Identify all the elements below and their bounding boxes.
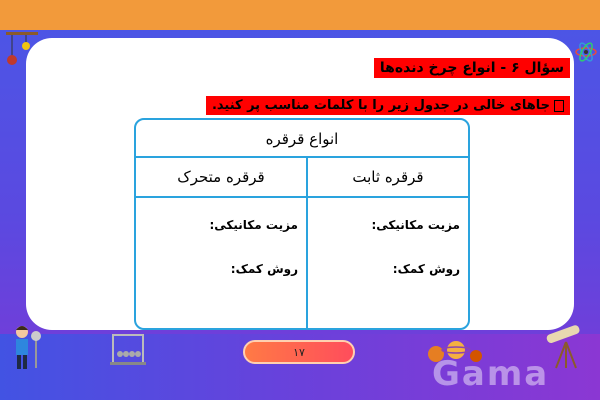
- checkbox-icon: [554, 100, 564, 112]
- instruction-label: جاهای خالی در جدول زیر را با کلمات مناسب پر کنید.: [211, 98, 550, 113]
- telescope-icon: [542, 322, 592, 372]
- page-number: ۱۷: [293, 345, 305, 359]
- moving-help-label: روش کمک:: [230, 262, 298, 276]
- newtons-cradle-icon: [108, 332, 148, 366]
- pulley-types-table: [134, 118, 470, 330]
- page-number-pill[interactable]: [243, 340, 355, 364]
- instruction-text: [206, 96, 570, 115]
- table-divider: [136, 156, 468, 158]
- watermark-logo: Gama: [432, 354, 550, 394]
- table-divider: [136, 196, 468, 198]
- pendulum-icon: [2, 30, 42, 74]
- slide-title: سؤال ۶ - انواع چرخ دنده‌ها: [374, 58, 570, 78]
- atom-icon: [574, 40, 598, 64]
- column-header-moving: قرقره متحرک: [177, 168, 265, 186]
- moving-advantage-label: مزیت مکانیکی:: [209, 218, 298, 232]
- fixed-help-label: روش کمک:: [392, 262, 460, 276]
- teacher-illustration-icon: [6, 322, 56, 372]
- table-header: انواع قرقره: [265, 130, 339, 148]
- column-header-fixed: قرقره ثابت: [352, 168, 424, 186]
- fixed-advantage-label: مزیت مکانیکی:: [371, 218, 460, 232]
- top-band: [0, 0, 600, 30]
